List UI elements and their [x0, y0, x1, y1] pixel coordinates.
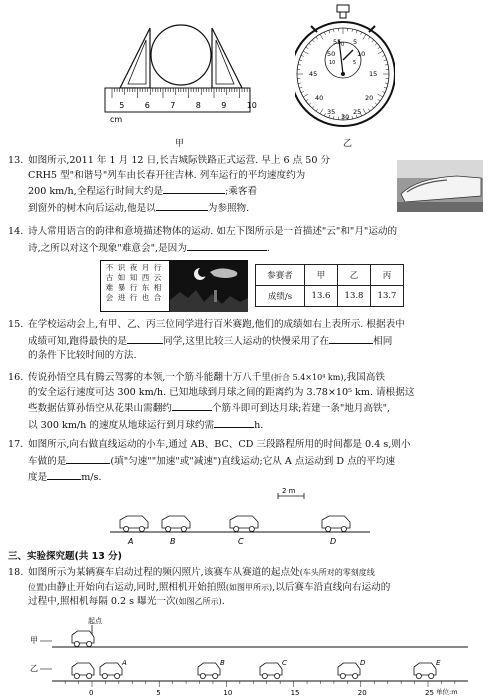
car-point-label: A	[122, 659, 127, 667]
svg-text:45: 45	[309, 70, 318, 78]
stopwatch-tick	[301, 91, 304, 92]
stopwatch-tick	[352, 116, 353, 119]
ruler-number: 7	[170, 101, 176, 110]
svg-text:35: 35	[327, 108, 336, 116]
svg-text:50: 50	[327, 50, 336, 58]
car-point-label: D	[360, 659, 366, 667]
cart	[322, 516, 350, 532]
stopwatch-figure	[295, 2, 395, 137]
ruler-figure	[100, 0, 260, 140]
stopwatch-tick	[324, 113, 325, 116]
answer-blank[interactable]	[156, 200, 208, 211]
stopwatch-tick	[372, 40, 374, 42]
right-triangle	[212, 28, 242, 88]
stopwatch-tick	[309, 43, 311, 45]
label-jia: 甲	[30, 636, 38, 645]
cart-motion-figure	[110, 486, 380, 546]
scale-number: 10	[223, 689, 233, 697]
answer-blank[interactable]	[172, 400, 212, 411]
stopwatch-tick	[316, 37, 318, 39]
cart	[120, 516, 148, 532]
start-label: 起点	[88, 617, 102, 625]
stopwatch-tick	[312, 106, 314, 108]
ruler-number: 8	[195, 101, 201, 110]
question-15: 15. 在学校运动会上,有甲、乙、丙三位同学进行百米赛跑,他们的成绩如右上表所示. 根据表中 成绩可知,跑得最快的是 同学,这里比较三人运动的快慢采用了在 相同 的条件下比较时间的方法.	[8, 319, 405, 361]
stopwatch-tick	[303, 51, 308, 54]
figure-caption-left: 甲	[175, 139, 185, 149]
car-point-label: E	[436, 659, 441, 667]
answer-blank[interactable]	[187, 240, 267, 251]
label-yi: 乙	[30, 664, 38, 673]
race-car-figure	[28, 615, 484, 699]
stopwatch-tick	[356, 30, 357, 33]
ruler-number: 5	[119, 101, 125, 110]
stopwatch-tick	[372, 106, 374, 108]
stopwatch-tick	[306, 47, 308, 49]
svg-text:10: 10	[357, 50, 366, 58]
stopwatch-tick	[368, 109, 370, 111]
stopwatch-tick	[324, 32, 325, 35]
scale-number: 0	[89, 689, 94, 697]
stopwatch-tick	[378, 47, 380, 49]
cart	[338, 663, 360, 679]
answer-blank[interactable]	[163, 183, 225, 194]
stopwatch-tick	[382, 55, 385, 56]
scale-number: 20	[357, 689, 367, 697]
answer-blank[interactable]	[66, 453, 110, 464]
stopwatch-tick	[385, 83, 388, 84]
ball-circle	[151, 25, 211, 85]
svg-text:5: 5	[353, 38, 358, 46]
stopwatch-tick	[352, 29, 353, 32]
stopwatch-tick	[363, 109, 366, 114]
stopwatch-tick	[301, 55, 304, 56]
stopwatch-tick	[378, 94, 383, 97]
question-13: 13. 如图所示,2011 年 1 月 12 日,长吉城际铁路正式运营. 早上 6 点 50 分 CRH5 型"和谐号"列车由长春开往吉林. 列车运行的平均速度约为 200 km/h,全程运行时间大约是 ;乘客看 到窗外的树木向后运动,他是以 为参照物.	[8, 155, 331, 214]
stopwatch-tick	[312, 40, 314, 42]
stopwatch-tick	[298, 64, 301, 65]
svg-text:10: 10	[329, 60, 336, 66]
stopwatch-tick	[382, 91, 385, 92]
point-label: D	[330, 537, 337, 546]
svg-text:15: 15	[369, 70, 378, 78]
ruler-number: 6	[144, 101, 150, 110]
stopwatch-tick	[378, 51, 383, 54]
cart	[100, 663, 122, 679]
stopwatch-tick	[384, 87, 387, 88]
stopwatch-tick	[303, 94, 308, 97]
stopwatch-tick	[309, 103, 311, 105]
ruler-number: 9	[221, 101, 227, 110]
car-point-label: B	[220, 659, 225, 667]
svg-text:30: 30	[341, 113, 350, 121]
cart	[414, 663, 436, 679]
cart	[198, 663, 220, 679]
point-label: C	[238, 537, 244, 546]
svg-text:55: 55	[333, 38, 342, 46]
answer-blank[interactable]	[127, 333, 163, 344]
figure-caption-right: 乙	[343, 139, 353, 149]
answer-blank[interactable]	[214, 417, 254, 428]
svg-text:25: 25	[353, 108, 362, 116]
results-table: 参赛者 甲 乙 丙 成绩/s 13.6 13.8 13.7	[255, 264, 404, 307]
ruler-unit: cm	[110, 115, 123, 124]
question-17: 17. 如图所示,向右做直线运动的小车,通过 AB、BC、CD 三段路程所用的时间都是 0.4 s,则小 车做的是 (填"匀速""加速"或"减速")直线运动;它从 A 点运动到 D 点的平均速 度是 m/s.	[8, 439, 411, 483]
cart	[260, 663, 282, 679]
scale-number: 25	[425, 689, 434, 697]
stopwatch-tick	[384, 60, 387, 61]
scale-number: 15	[290, 689, 300, 697]
svg-text:40: 40	[315, 94, 324, 102]
night-scene-image	[170, 260, 248, 312]
point-label: A	[128, 537, 134, 546]
stopwatch-tick	[375, 103, 377, 105]
stopwatch-tick	[333, 29, 334, 32]
answer-blank[interactable]	[329, 333, 373, 344]
cart	[72, 631, 94, 647]
stopwatch-tick	[299, 60, 302, 61]
minute-hand	[343, 50, 353, 60]
unit-label: 单位:m	[436, 688, 458, 696]
scale-number: 5	[156, 689, 161, 697]
stopwatch-tick	[378, 99, 380, 101]
stopwatch-tick	[320, 109, 323, 114]
cart	[72, 663, 94, 679]
stopwatch-tick	[298, 83, 301, 84]
scale-label: 2 m	[282, 487, 296, 495]
cart	[230, 516, 258, 532]
svg-text:0: 0	[341, 42, 345, 48]
stopwatch-tick	[360, 32, 361, 35]
answer-blank[interactable]	[47, 469, 81, 480]
question-14: 14. 诗人常用语言的韵律和意境描述物体的运动. 如左下图所示是一首描述"云"和"月"运动的 诗,之所以对这个现象"难意会",是因为 .	[8, 226, 398, 254]
section-title: 三、实验探究题(共 13 分)	[8, 551, 123, 562]
stopwatch-crown	[337, 5, 349, 12]
ruler-number: 10	[246, 101, 257, 110]
car-point-label: C	[282, 659, 287, 667]
stopwatch-tick	[299, 87, 302, 88]
svg-text:20: 20	[365, 94, 374, 102]
svg-text:5: 5	[353, 60, 357, 66]
train-photo	[397, 160, 483, 212]
stopwatch-tick	[368, 37, 370, 39]
question-18: 18. 如图所示为某辆赛车启动过程的频闪照片,该赛车从赛道的起点处(车头所对的零刻度线 位置)由静止开始向右运动,同时,照相机开始拍照(如图甲所示),以后赛车沿直线向右运动的 过程中,照相机每隔 0.2 s 曝光一次(如图乙所示).	[8, 567, 391, 607]
point-label: B	[170, 537, 176, 546]
stopwatch-tick	[320, 34, 323, 39]
left-triangle	[120, 28, 150, 88]
stopwatch-tick	[375, 43, 377, 45]
question-16: 16. 传说孙悟空具有腾云驾雾的本领,一个筋斗能翻十万八千里(折合 5.4×10⁴ km),我国高铁 的安全运行速度可达 300 km/h. 已知地球到月球之间的距离约为 3.78×10⁵ km. 请根据这 些数据估算孙悟空从花果山需翻约 个筋斗即可到达月球;若建一条"地月高铁", 以 300 km/h 的速度从地球运行到月球约需 h.	[8, 372, 415, 431]
stopwatch-tick	[329, 30, 330, 33]
cart	[162, 516, 190, 532]
stopwatch-tick	[333, 116, 334, 119]
stopwatch-tick	[316, 109, 318, 111]
stopwatch-tick	[363, 34, 366, 39]
stopwatch-tick	[385, 64, 388, 65]
poem-box: 不古难会 识如暴进 夜知行行 月西东也 行云相合	[100, 260, 170, 312]
stopwatch-tick	[306, 99, 308, 101]
